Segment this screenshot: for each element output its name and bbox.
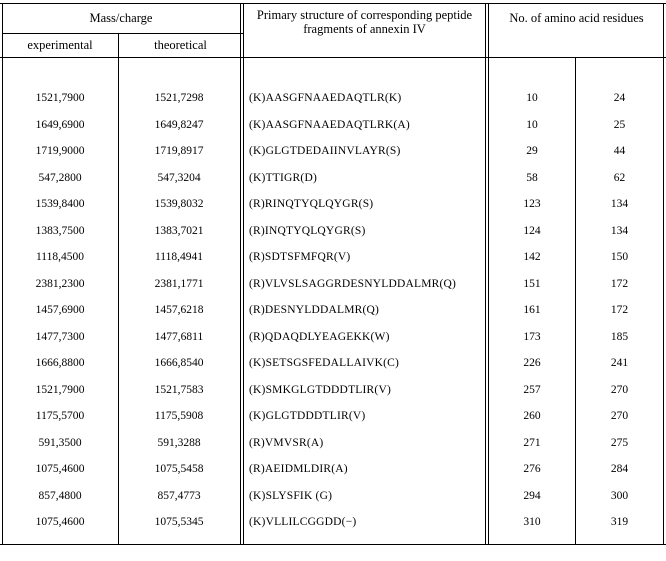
table-row [0, 329, 666, 345]
table-row [0, 355, 666, 371]
table-row [0, 196, 666, 212]
residue-start-cell: 123 [523, 198, 541, 210]
residue-end-cell: 270 [610, 383, 629, 396]
experimental-mass-cell: 2381,2300 [35, 277, 85, 290]
peptide-sequence-cell: (R)INQTYQLQYGR(S) [249, 224, 366, 237]
peptide-sequence-cell: (R)VLVSLSAGGRDESNYLDDALMR(Q) [249, 277, 457, 290]
peptide-sequence-cell: (R)VMVSR(A) [249, 436, 324, 449]
experimental-mass-cell: 1521,7900 [35, 92, 85, 104]
residue-start-cell: 257 [523, 383, 541, 396]
peptide-sequence-cell: (R)DESNYLDDALMR(Q) [249, 304, 380, 316]
peptide-sequence-cell: (K)AASGFNAAEDAQTLRK(A) [249, 118, 410, 131]
experimental-mass-cell: 857,4800 [38, 489, 82, 502]
table-row [0, 302, 666, 318]
residue-start-cell: 310 [523, 516, 541, 528]
table-row [0, 249, 666, 265]
experimental-mass-cell: 1175,5700 [35, 410, 85, 422]
residue-start-cell: 124 [523, 224, 541, 237]
residue-end-cell: 134 [610, 224, 629, 237]
residue-end-cell: 150 [610, 251, 629, 263]
header-separator-rule [0, 57, 666, 58]
theoretical-mass-cell: 547,3204 [157, 171, 201, 184]
experimental-mass-cell: 1075,4600 [35, 516, 85, 528]
theoretical-mass-cell: 591,3288 [157, 436, 201, 449]
peptide-sequence-cell: (K)GLGTDDDTLIR(V) [249, 410, 366, 422]
table-row [0, 461, 666, 477]
residue-end-cell: 24 [613, 92, 626, 104]
residue-start-cell: 276 [523, 463, 541, 475]
theoretical-mass-cell: 1521,7298 [154, 92, 204, 104]
peptide-sequence-cell: (K)VLLILCGGDD(−) [249, 516, 357, 528]
table-row [0, 276, 666, 292]
peptide-sequence-cell: (K)SMKGLGTDDDTLIR(V) [249, 383, 391, 396]
residue-end-cell: 25 [613, 118, 626, 131]
peptide-sequence-cell: (K)AASGFNAAEDAQTLR(K) [249, 92, 402, 104]
residue-end-cell: 300 [610, 489, 629, 502]
table-row [0, 143, 666, 159]
experimental-mass-cell: 1457,6900 [35, 304, 85, 316]
table-row [0, 514, 666, 530]
peptide-sequence-cell: (K)SETSGSFEDALLAIVK(C) [249, 357, 400, 369]
residue-end-cell: 44 [613, 145, 626, 157]
table-row [0, 170, 666, 186]
primary-structure-header-text: Primary structure of corresponding peptide fragments of annexin IV [256, 8, 473, 36]
residue-end-cell: 185 [610, 330, 629, 343]
table-bottom-rule [0, 544, 666, 545]
theoretical-mass-cell: 1666,8540 [154, 357, 204, 369]
peptide-sequence-cell: (R)QDAQDLYEAGEKK(W) [249, 330, 390, 343]
residue-start-cell: 161 [523, 304, 541, 316]
residue-start-cell: 271 [523, 436, 541, 449]
theoretical-mass-cell: 1457,6218 [154, 304, 204, 316]
table-row [0, 408, 666, 424]
experimental-mass-cell: 547,2800 [38, 171, 82, 184]
peptide-sequence-cell: (R)RINQTYQLQYGR(S) [249, 198, 374, 210]
residue-end-cell: 284 [610, 463, 629, 475]
peptide-sequence-cell: (K)GLGTDEDAIINVLAYR(S) [249, 145, 401, 157]
experimental-mass-cell: 1719,9000 [35, 145, 85, 157]
residue-end-cell: 172 [610, 304, 629, 316]
peptide-sequence-cell: (K)SLYSFIK (G) [249, 489, 333, 502]
residue-start-cell: 58 [526, 171, 538, 184]
amino-acid-residues-header: No. of amino acid residues [509, 11, 644, 25]
experimental-mass-cell: 1383,7500 [35, 224, 85, 237]
residue-start-cell: 29 [526, 145, 538, 157]
residue-end-cell: 241 [610, 357, 629, 369]
table-row [0, 488, 666, 504]
residue-start-cell: 10 [526, 118, 538, 131]
residue-start-cell: 151 [523, 277, 541, 290]
residue-start-cell: 173 [523, 330, 541, 343]
experimental-mass-cell: 1666,8800 [35, 357, 85, 369]
theoretical-mass-cell: 1383,7021 [154, 224, 204, 237]
primary-structure-column-header [244, 8, 485, 54]
residue-start-cell: 10 [526, 92, 538, 104]
experimental-mass-cell: 1477,7300 [35, 330, 85, 343]
residue-end-cell: 62 [613, 171, 626, 184]
theoretical-mass-cell: 1477,6811 [154, 330, 204, 343]
experimental-mass-cell: 1521,7900 [35, 383, 85, 396]
table-row [0, 117, 666, 133]
table-row [0, 435, 666, 451]
experimental-mass-cell: 1118,4500 [35, 251, 85, 263]
theoretical-mass-cell: 1175,5908 [154, 410, 204, 422]
theoretical-mass-cell: 857,4773 [157, 489, 201, 502]
peptide-sequence-cell: (R)SDTSFMFQR(V) [249, 251, 351, 263]
peptide-sequence-cell: (K)TTIGR(D) [249, 171, 317, 184]
experimental-column-header: experimental [27, 38, 93, 52]
residue-end-cell: 319 [610, 516, 629, 528]
theoretical-column-header: theoretical [154, 38, 207, 52]
table-row [0, 382, 666, 398]
residue-end-cell: 275 [610, 436, 629, 449]
theoretical-mass-cell: 1719,8917 [154, 145, 204, 157]
theoretical-mass-cell: 1649,8247 [154, 118, 204, 131]
table-row [0, 223, 666, 239]
theoretical-mass-cell: 1075,5458 [154, 463, 204, 475]
residue-start-cell: 226 [523, 357, 541, 369]
theoretical-mass-cell: 2381,1771 [154, 277, 204, 290]
theoretical-mass-cell: 1521,7583 [154, 383, 204, 396]
experimental-mass-cell: 1649,6900 [35, 118, 85, 131]
table-row [0, 90, 666, 106]
theoretical-mass-cell: 1118,4941 [154, 251, 204, 263]
experimental-mass-cell: 591,3500 [38, 436, 82, 449]
residue-end-cell: 270 [610, 410, 629, 422]
experimental-mass-cell: 1075,4600 [35, 463, 85, 475]
experimental-mass-cell: 1539,8400 [35, 198, 85, 210]
theoretical-mass-cell: 1539,8032 [154, 198, 204, 210]
peptide-sequence-cell: (R)AEIDMLDIR(A) [249, 463, 348, 475]
residue-start-cell: 142 [523, 251, 541, 263]
residue-start-cell: 260 [523, 410, 541, 422]
residue-start-cell: 294 [523, 489, 541, 502]
mass-charge-header: Mass/charge [89, 11, 153, 25]
residue-end-cell: 134 [610, 198, 629, 210]
theoretical-mass-cell: 1075,5345 [154, 516, 204, 528]
residue-end-cell: 172 [610, 277, 629, 290]
